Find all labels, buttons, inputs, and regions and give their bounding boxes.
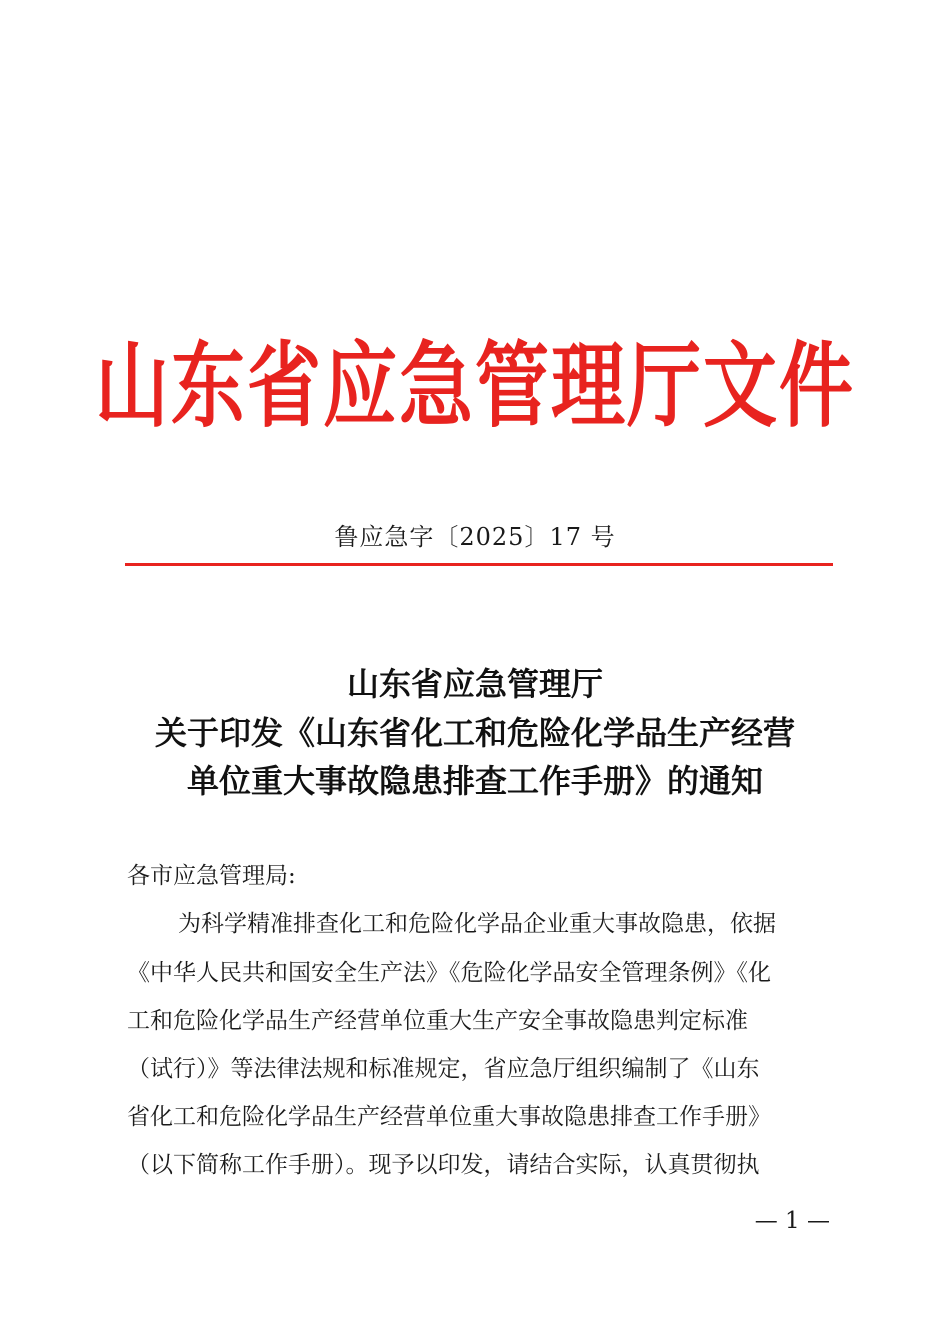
document-number: 鲁应急字〔2025〕17 号 [334,523,616,551]
title-line-3: 单位重大事故隐患排查工作手册》的通知 [186,762,763,800]
body-line: 工和危险化学品生产经营单位重大生产安全事故隐患判定标准 [127,1008,748,1034]
title-line-1: 山东省应急管理厅 [346,665,603,703]
body-line: 《中华人民共和国安全生产法》《危险化学品安全管理条例》《化 [127,960,771,986]
body-line: 为科学精准排查化工和危险化学品企业重大事故隐患，依据 [178,911,776,937]
body-line: 省化工和危险化学品生产经营单位重大事故隐患排查工作手册》 [127,1104,771,1130]
body-line: （以下简称工作手册）。现予以印发，请结合实际，认真贯彻执 [127,1152,760,1178]
salutation: 各市应急管理局: [127,863,296,889]
red-divider-line [125,563,833,566]
body-line: （试行）》等法律法规和标准规定，省应急厅组织编制了《山东 [127,1056,760,1082]
title-line-2: 关于印发《山东省化工和危险化学品生产经营 [154,714,795,752]
page-number: — 1 — [754,1208,830,1234]
document-masthead: 山东省应急管理厅文件 [95,333,855,441]
